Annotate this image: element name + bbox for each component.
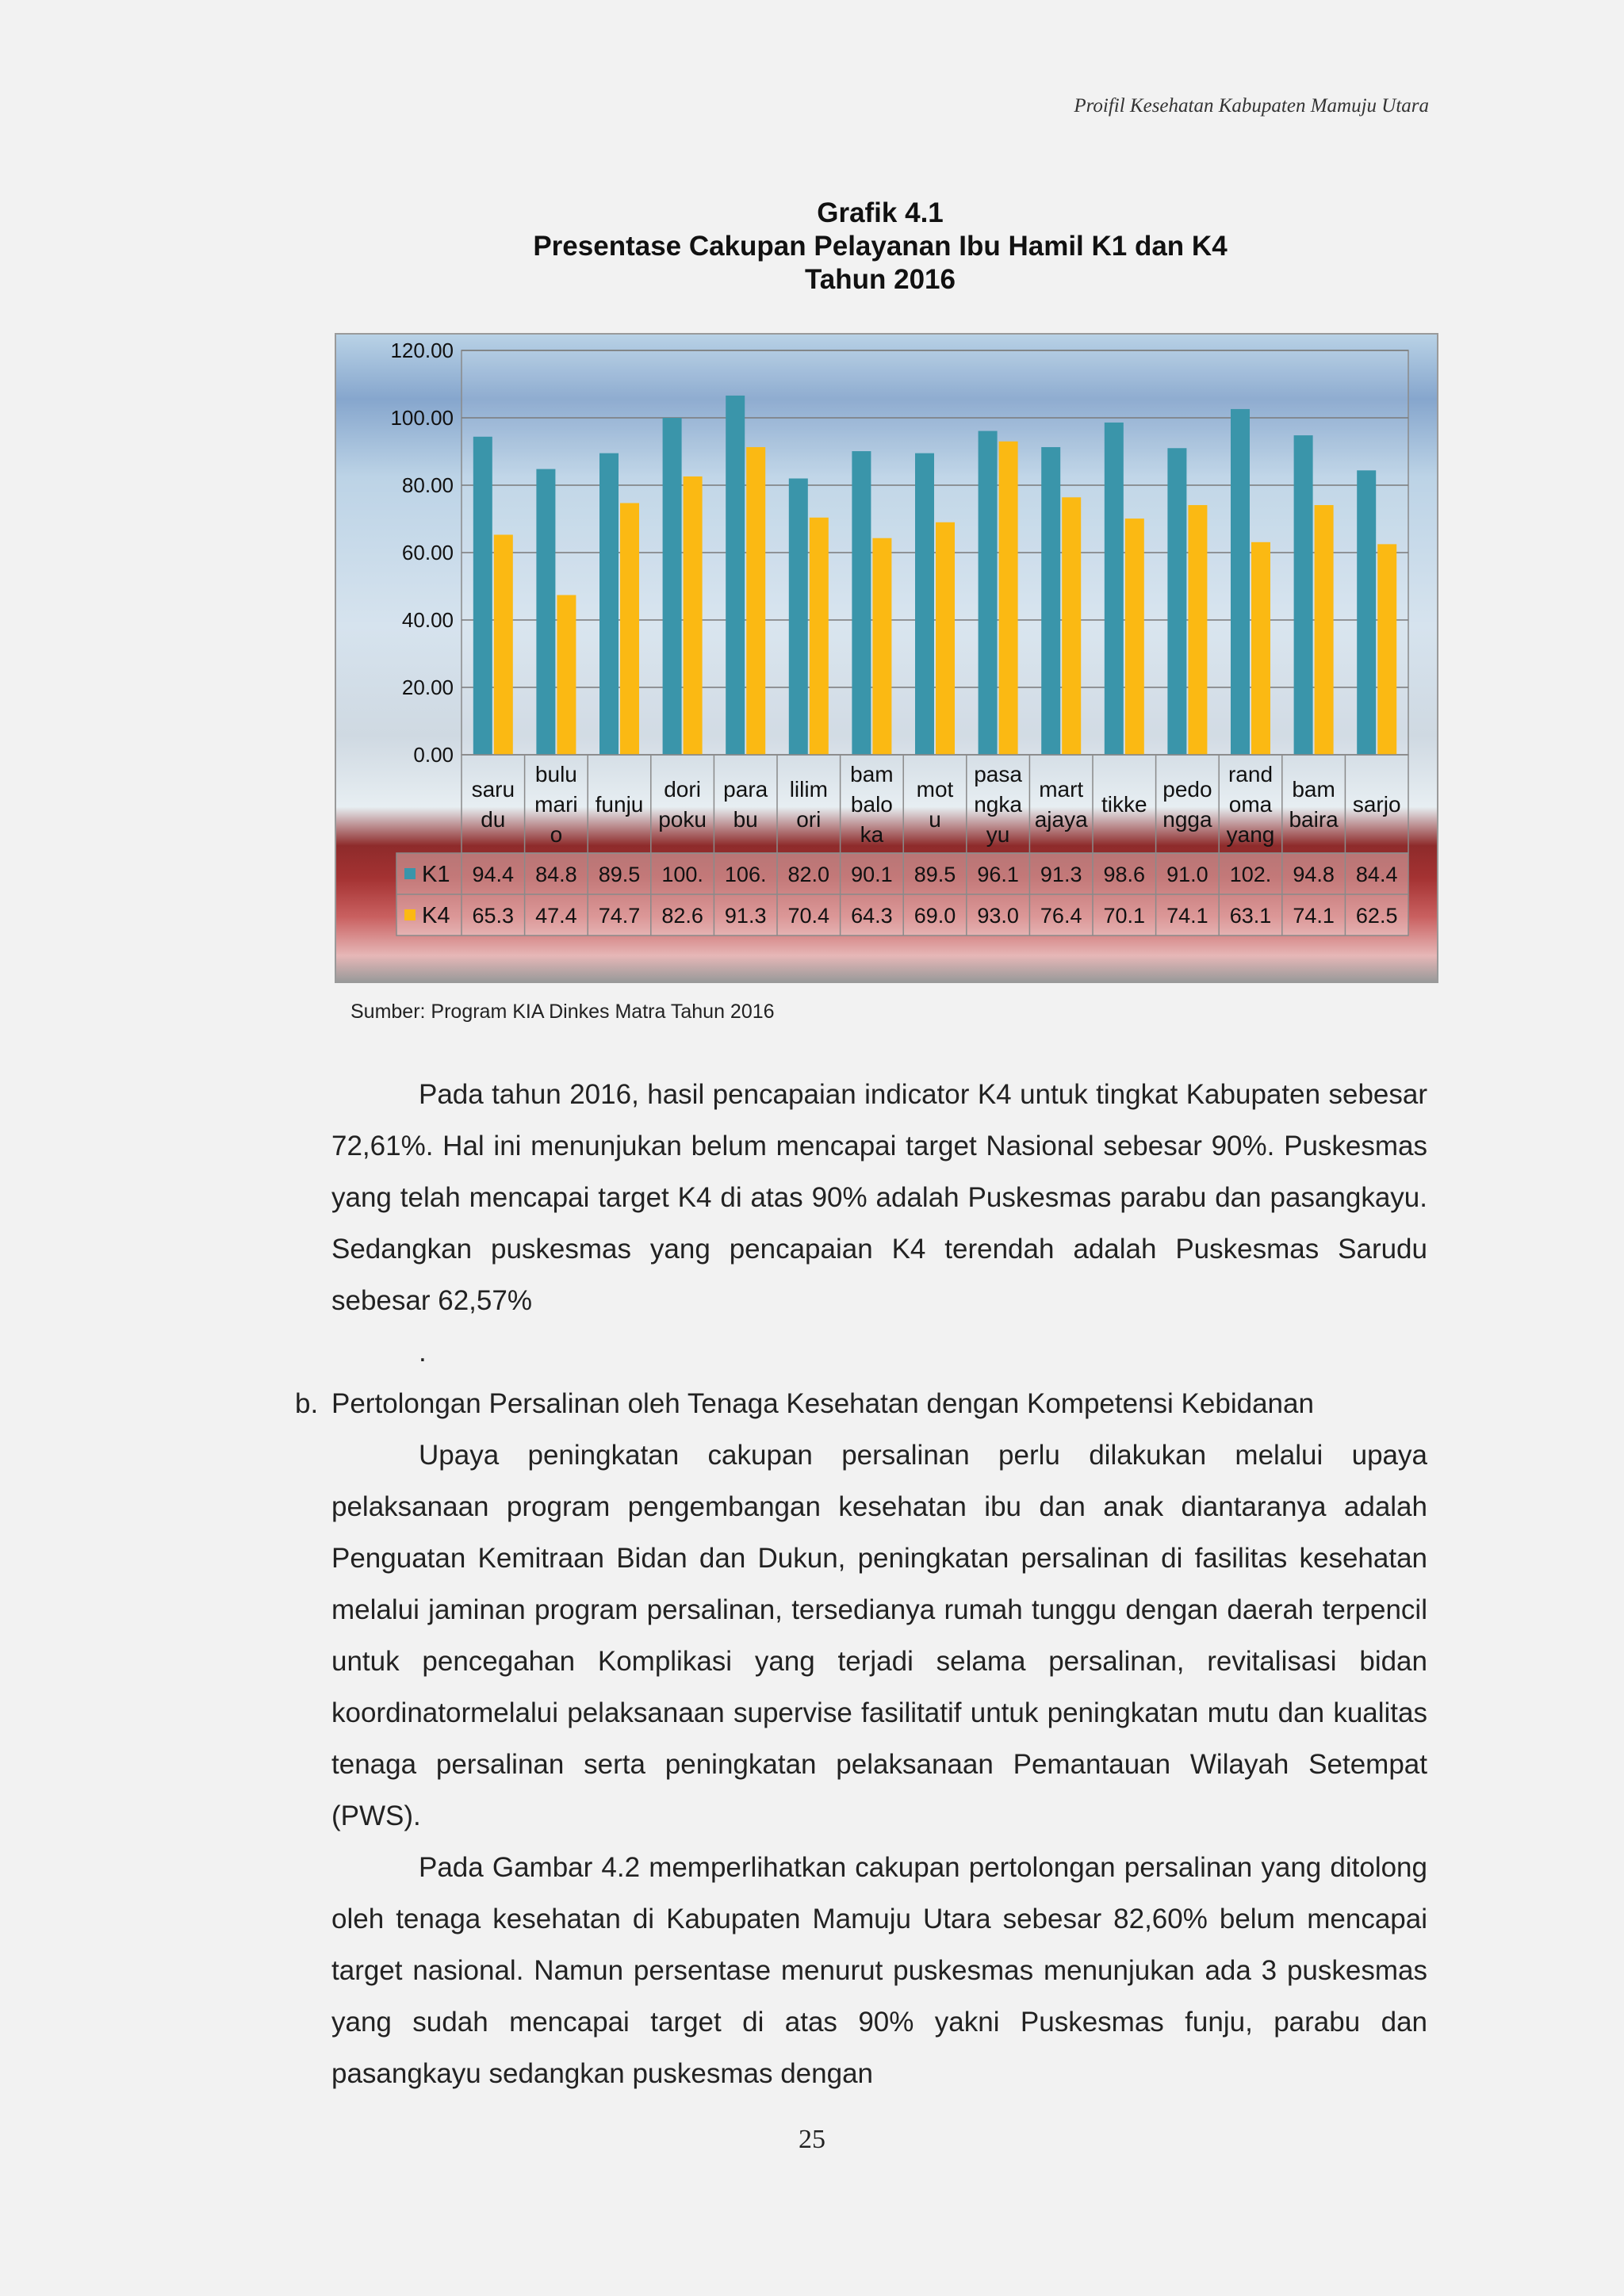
category-label: ka bbox=[860, 822, 884, 847]
bar-k4 bbox=[1125, 519, 1144, 755]
category-label: ngka bbox=[974, 792, 1022, 817]
paragraph-persalinan-upaya: Upaya peningkatan cakupan persalinan perlu dilakukan melalui upaya pelaksanaan program pengembangan kesehatan ibu dan anak diantaranya adalah Penguatan Kemitraan Bidan dan Dukun, peningkatan persalinan di fasilitas kesehatan melalui jaminan program persalinan, tersedianya rumah tunggu dengan daerah terpencil untuk pencegahan Komplikasi yang terjadi selama persalinan, revitalisasi bidan koordinatormelalui pelaksanaan supervise fasilitatif untuk peningkatan mutu dan kualitas tenaga persalinan serta peningkatan pelaksanaan Pemantauan Wilayah Setempat (PWS). bbox=[331, 1440, 1427, 1831]
category-label: o bbox=[550, 822, 563, 847]
chart-heading-line-1: Grafik 4.1 bbox=[817, 197, 944, 228]
bar-k1 bbox=[1105, 423, 1124, 755]
bar-k4 bbox=[1377, 544, 1396, 755]
bar-k4 bbox=[810, 518, 829, 755]
data-label-k4: 63.1 bbox=[1229, 904, 1272, 928]
chart-heading-line-2: Presentase Cakupan Pelayanan Ibu Hamil K1 dan K4 bbox=[533, 231, 1228, 262]
category-label: balo bbox=[850, 792, 893, 817]
y-tick-label: 80.00 bbox=[401, 473, 454, 497]
bar-k1 bbox=[1041, 447, 1060, 755]
data-label-k1: 100. bbox=[661, 863, 703, 886]
legend-label-k4: K4 bbox=[422, 903, 450, 928]
bar-k1 bbox=[1167, 448, 1186, 755]
category-label: mot bbox=[916, 777, 954, 802]
category-label: pedo bbox=[1162, 777, 1212, 802]
category-label: mart bbox=[1039, 777, 1084, 802]
running-header: Proifil Kesehatan Kabupaten Mamuju Utara bbox=[1074, 95, 1429, 117]
category-label: tikke bbox=[1101, 792, 1147, 817]
bar-k1 bbox=[599, 453, 619, 755]
bar-k4 bbox=[684, 476, 703, 755]
paragraph-persalinan-cakupan: Pada Gambar 4.2 memperlihatkan cakupan pertolongan persalinan yang ditolong oleh tenaga kesehatan di Kabupaten Mamuju Utara sebesar 82,60% belum mencapai target nasional. Namun persentase menurut puskesmas menunjukan ada 3 puskesmas yang sudah mencapai target di atas 90% yakni Puskesmas funju, parabu dan pasangkayu sedangkan puskesmas dengan bbox=[331, 1852, 1427, 2089]
category-label: bam bbox=[850, 762, 894, 786]
data-label-k1: 91.3 bbox=[1040, 863, 1082, 886]
category-label: funju bbox=[595, 792, 644, 817]
legend-key-k4 bbox=[404, 909, 416, 920]
data-label-k4: 74.1 bbox=[1166, 904, 1208, 928]
data-label-k4: 62.5 bbox=[1355, 904, 1398, 928]
category-label: u bbox=[929, 807, 941, 832]
chart-source: Sumber: Program KIA Dinkes Matra Tahun 2016 bbox=[350, 1001, 775, 1023]
y-tick-label: 120.00 bbox=[390, 339, 454, 362]
section-heading bbox=[295, 1378, 1427, 1429]
bar-k1 bbox=[979, 431, 998, 755]
bar-k1 bbox=[915, 453, 934, 755]
category-label: bam bbox=[1292, 777, 1335, 802]
paragraph-k4-summary bbox=[295, 1069, 1427, 2099]
data-label-k4: 82.6 bbox=[661, 904, 703, 928]
category-label: sarjo bbox=[1352, 792, 1401, 817]
data-label-k1: 84.8 bbox=[535, 863, 577, 886]
data-label-k1: 96.1 bbox=[977, 863, 1019, 886]
legend-label-k1: K1 bbox=[422, 862, 450, 887]
data-label-k1: 89.5 bbox=[914, 863, 956, 886]
category-label: pasa bbox=[974, 762, 1022, 786]
stray-dot: . bbox=[419, 1337, 427, 1368]
data-label-k4: 76.4 bbox=[1040, 904, 1082, 928]
y-tick-label: 40.00 bbox=[401, 608, 454, 632]
bar-k4 bbox=[557, 595, 576, 755]
category-label: bulu bbox=[534, 762, 577, 786]
bar-k1 bbox=[663, 418, 682, 755]
bar-k4 bbox=[1251, 542, 1270, 755]
category-label: ajaya bbox=[1034, 807, 1088, 832]
data-label-k4: 65.3 bbox=[472, 904, 515, 928]
bar-k1 bbox=[852, 451, 871, 755]
chart-frame bbox=[335, 333, 1438, 983]
data-label-k4: 64.3 bbox=[851, 904, 893, 928]
category-label: yu bbox=[986, 822, 1010, 847]
bar-k4 bbox=[620, 503, 639, 755]
legend-key-k1 bbox=[404, 868, 416, 879]
paragraph-text: Pada tahun 2016, hasil pencapaian indicator K4 untuk tingkat Kabupaten sebesar 72,61%. Hal ini menunjukan belum mencapai target Nasional sebesar 90%. Puskesmas yang telah mencapai target K4 di atas 90% adalah Puskesmas parabu dan pasangkayu. Sedangkan puskesmas yang pencapaian K4 terendah adalah Puskesmas Sarudu sebesar 62,57% bbox=[331, 1079, 1427, 1316]
bar-k1 bbox=[789, 479, 808, 756]
bar-k4 bbox=[872, 538, 891, 755]
page-number: 25 bbox=[799, 2125, 825, 2154]
category-label: mari bbox=[534, 792, 578, 817]
y-tick-label: 60.00 bbox=[401, 541, 454, 564]
chart-heading-line-3: Tahun 2016 bbox=[805, 264, 956, 295]
category-label: ori bbox=[796, 807, 822, 832]
category-label: saru bbox=[471, 777, 515, 802]
bar-k1 bbox=[1357, 470, 1376, 755]
data-label-k4: 74.7 bbox=[598, 904, 641, 928]
data-label-k1: 102. bbox=[1229, 863, 1272, 886]
category-label: du bbox=[481, 807, 506, 832]
data-label-k1: 89.5 bbox=[598, 863, 641, 886]
data-label-k4: 93.0 bbox=[977, 904, 1019, 928]
section-marker: b. bbox=[295, 1388, 319, 1419]
category-label: yang bbox=[1226, 822, 1275, 847]
data-label-k1: 94.8 bbox=[1293, 863, 1335, 886]
bar-k1 bbox=[1294, 435, 1313, 755]
data-label-k4: 69.0 bbox=[914, 904, 956, 928]
category-label: oma bbox=[1228, 792, 1273, 817]
bar-k4 bbox=[494, 534, 513, 755]
chart-heading bbox=[333, 197, 1427, 297]
data-label-k1: 98.6 bbox=[1103, 863, 1146, 886]
section-title: Pertolongan Persalinan oleh Tenaga Kesehatan dengan Kompetensi Kebidanan bbox=[331, 1388, 1314, 1419]
data-label-k4: 91.3 bbox=[724, 904, 767, 928]
category-label: baira bbox=[1289, 807, 1339, 832]
bar-k1 bbox=[536, 469, 555, 755]
data-label-k4: 74.1 bbox=[1293, 904, 1335, 928]
y-tick-label: 20.00 bbox=[401, 675, 454, 699]
bar-k4 bbox=[999, 442, 1018, 755]
data-label-k1: 84.4 bbox=[1355, 863, 1398, 886]
y-tick-label: 100.00 bbox=[390, 406, 454, 430]
data-label-k1: 90.1 bbox=[851, 863, 893, 886]
category-label: bu bbox=[733, 807, 758, 832]
bar-k4 bbox=[1315, 505, 1334, 755]
bar-k4 bbox=[1062, 497, 1081, 755]
category-label: para bbox=[723, 777, 768, 802]
category-label: ngga bbox=[1162, 807, 1212, 832]
category-label: rand bbox=[1228, 762, 1274, 786]
bar-k4 bbox=[746, 447, 765, 755]
data-label-k1: 82.0 bbox=[787, 863, 830, 886]
bar-chart bbox=[336, 335, 1440, 985]
data-label-k4: 47.4 bbox=[535, 904, 577, 928]
data-label-k1: 94.4 bbox=[472, 863, 515, 886]
y-tick-label: 0.00 bbox=[413, 743, 454, 767]
category-label: lilim bbox=[789, 777, 828, 802]
data-label-k4: 70.1 bbox=[1103, 904, 1146, 928]
category-label: poku bbox=[658, 807, 707, 832]
data-label-k1: 91.0 bbox=[1166, 863, 1208, 886]
bar-k4 bbox=[1188, 505, 1207, 755]
bar-k1 bbox=[473, 437, 492, 755]
bar-k4 bbox=[936, 522, 955, 755]
bar-k1 bbox=[1231, 409, 1250, 755]
data-label-k4: 70.4 bbox=[787, 904, 830, 928]
category-label: dori bbox=[664, 777, 701, 802]
data-label-k1: 106. bbox=[724, 863, 767, 886]
bar-k1 bbox=[726, 396, 745, 755]
